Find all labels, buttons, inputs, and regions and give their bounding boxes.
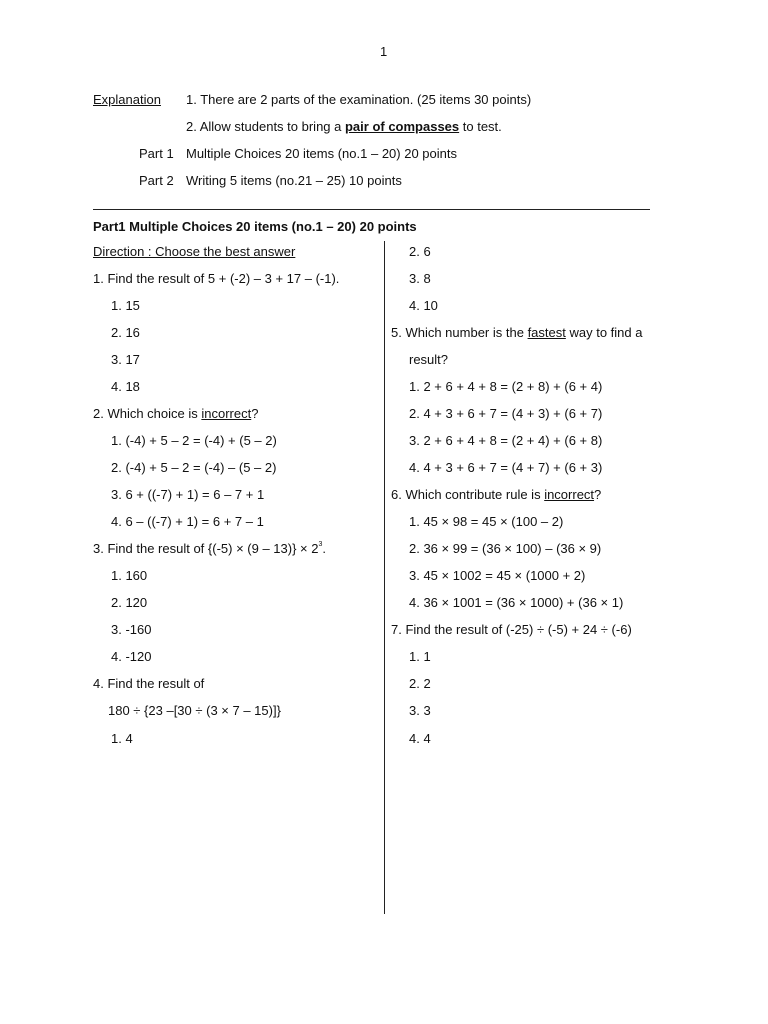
question-7-choice-3: 3. 3 — [409, 703, 431, 718]
question-3-stem — [93, 541, 326, 557]
question-7-stem: 7. Find the result of (-25) ÷ (-5) + 24 ÷ (-6) — [391, 622, 632, 637]
question-3-choice-3: 3. -160 — [111, 622, 152, 637]
question-1-choice-2: 2. 16 — [111, 325, 140, 340]
question-2-stem-after: ? — [251, 406, 259, 421]
question-4-choice-4: 4. 10 — [409, 298, 438, 313]
question-1-choice-1: 1. 15 — [111, 298, 140, 313]
question-5-choice-3: 3. 2 + 6 + 4 + 8 = (2 + 4) + (6 + 8) — [409, 433, 603, 448]
question-2-choice-3: 3. 6 + ((-7) + 1) = 6 – 7 + 1 — [111, 487, 265, 502]
question-7-choice-1: 1. 1 — [409, 649, 431, 664]
question-6-choice-1: 1. 45 × 98 = 45 × (100 – 2) — [409, 514, 564, 529]
question-3-choice-2: 2. 120 — [111, 595, 148, 610]
question-6-choice-2: 2. 36 × 99 = (36 × 100) – (36 × 9) — [409, 541, 602, 556]
question-6-stem — [391, 487, 601, 503]
section-divider — [93, 209, 650, 210]
column-divider — [384, 241, 385, 914]
explanation-label: Explanation — [93, 92, 161, 107]
question-4-choice-3: 3. 8 — [409, 271, 431, 286]
question-6-choice-4: 4. 36 × 1001 = (36 × 1000) + (36 × 1) — [409, 595, 624, 610]
question-4-choice-2: 2. 6 — [409, 244, 431, 259]
question-5-stem-emphasis: fastest — [527, 325, 566, 340]
question-2-choice-4: 4. 6 – ((-7) + 1) = 6 + 7 – 1 — [111, 514, 264, 529]
question-3-choice-1: 1. 160 — [111, 568, 148, 583]
question-3-exponent: 3 — [318, 541, 323, 548]
question-5-stem-after: way to find a — [565, 325, 643, 340]
explanation-line-2-emphasis: pair of compasses — [344, 119, 460, 134]
question-2-stem — [93, 406, 258, 422]
question-5-stem — [391, 325, 642, 341]
explanation-line-2-after: to test. — [459, 119, 502, 134]
question-6-choice-3: 3. 45 × 1002 = 45 × (1000 + 2) — [409, 568, 586, 583]
question-4-choice-1: 1. 4 — [111, 731, 133, 746]
part-1-desc: Multiple Choices 20 items (no.1 – 20) 20 points — [186, 146, 457, 161]
direction-text: Direction : Choose the best answer — [93, 244, 296, 259]
explanation-line-1: 1. There are 2 parts of the examination. (25 items 30 points) — [186, 92, 532, 107]
question-2-choice-2: 2. (-4) + 5 – 2 = (-4) – (5 – 2) — [111, 460, 277, 475]
question-5-choice-4: 4. 4 + 3 + 6 + 7 = (4 + 7) + (6 + 3) — [409, 460, 603, 475]
question-6-stem-before: 6. Which contribute rule is — [391, 487, 545, 502]
part-2-name: Part 2 — [139, 173, 174, 188]
part-1-name: Part 1 — [139, 146, 174, 161]
explanation-line-2-before: 2. Allow students to bring a — [186, 119, 345, 134]
question-7-choice-4: 4. 4 — [409, 731, 431, 746]
question-3-choice-4: 4. -120 — [111, 649, 152, 664]
question-5-stem-before: 5. Which number is the — [391, 325, 528, 340]
explanation-line-2 — [186, 119, 502, 135]
question-2-choice-1: 1. (-4) + 5 – 2 = (-4) + (5 – 2) — [111, 433, 277, 448]
question-2-stem-before: 2. Which choice is — [93, 406, 202, 421]
part-2-desc: Writing 5 items (no.21 – 25) 10 points — [186, 173, 402, 188]
question-4-expression: 180 ÷ {23 –[30 ÷ (3 × 7 – 15)]} — [108, 703, 281, 718]
question-4-stem: 4. Find the result of — [93, 676, 205, 691]
question-6-stem-emphasis: incorrect — [544, 487, 595, 502]
page-number: 1 — [380, 44, 388, 59]
question-7-choice-2: 2. 2 — [409, 676, 431, 691]
question-5-choice-1: 1. 2 + 6 + 4 + 8 = (2 + 8) + (6 + 4) — [409, 379, 603, 394]
question-3-stem-after: . — [322, 541, 326, 556]
question-1-stem: 1. Find the result of 5 + (-2) – 3 + 17 – (-1). — [93, 271, 340, 286]
question-3-stem-before: 3. Find the result of {(-5) × (9 – 13)} × 2 — [93, 541, 319, 556]
question-1-choice-4: 4. 18 — [111, 379, 140, 394]
question-5-choice-2: 2. 4 + 3 + 6 + 7 = (4 + 3) + (6 + 7) — [409, 406, 603, 421]
section-title: Part1 Multiple Choices 20 items (no.1 – 20) 20 points — [93, 219, 417, 234]
question-6-stem-after: ? — [594, 487, 602, 502]
question-5-stem-line-2: result? — [409, 352, 449, 367]
question-2-stem-emphasis: incorrect — [201, 406, 252, 421]
question-1-choice-3: 3. 17 — [111, 352, 140, 367]
